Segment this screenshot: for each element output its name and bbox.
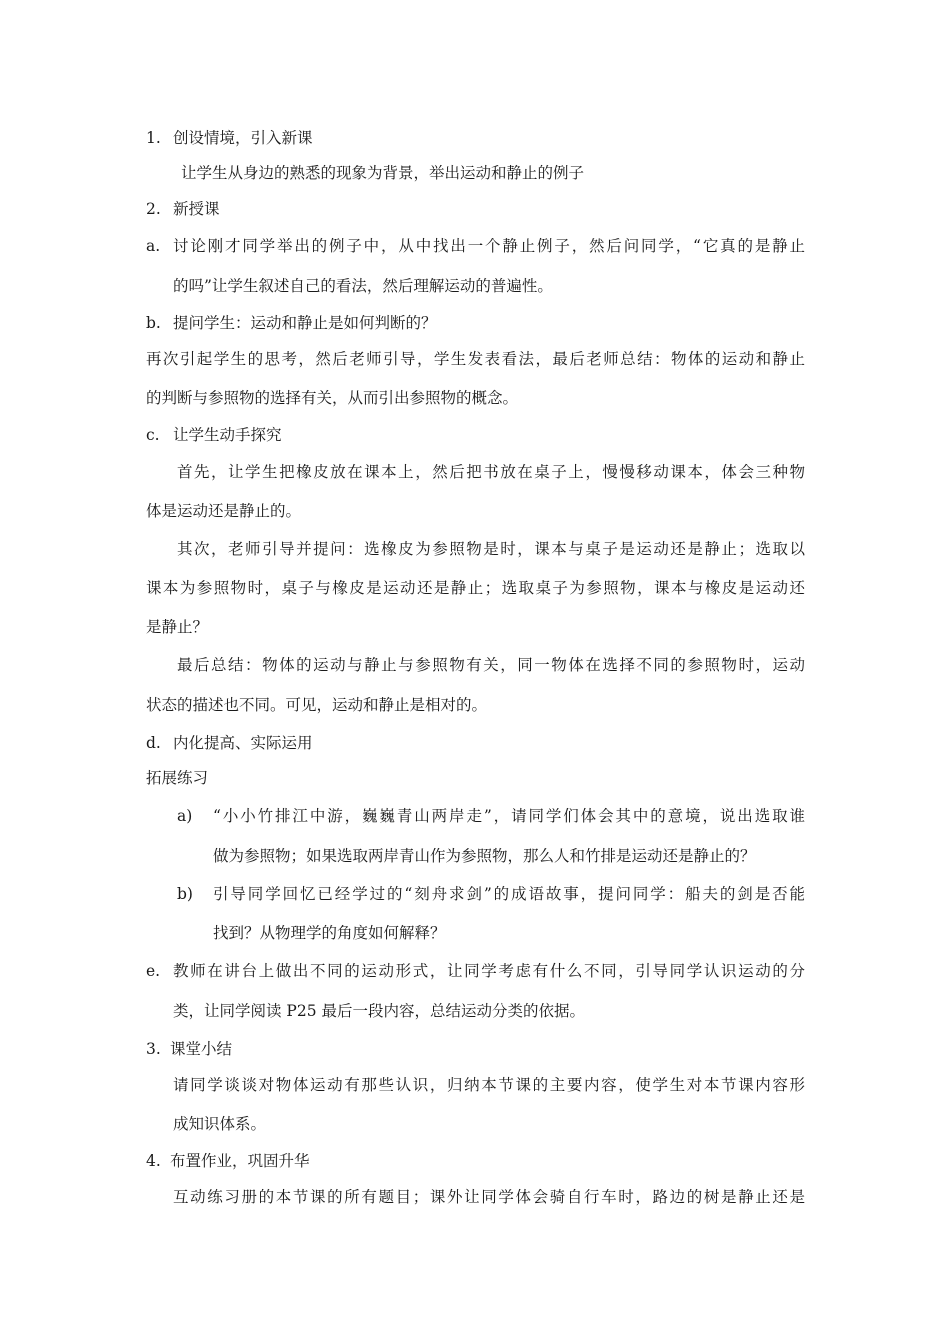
exercise-b-line-2: 找到？从物理学的角度如何解释？ <box>213 924 446 942</box>
item-c-p3-line-1: 最后总结：物体的运动与静止与参照物有关，同一物体在选择不同的参照物时，运动 <box>177 656 805 674</box>
section-1-body: 让学生从身边的熟悉的现象为背景，举出运动和静止的例子 <box>181 164 585 182</box>
item-c-marker: c. <box>146 426 160 444</box>
section-4-title: 布置作业，巩固升华 <box>170 1152 310 1170</box>
item-d-marker: d. <box>146 734 161 752</box>
item-e-marker: e. <box>146 962 161 980</box>
section-3-title: 课堂小结 <box>170 1040 233 1058</box>
item-c-title: 让学生动手探究 <box>173 426 282 444</box>
item-b-line-2: 的判断与参照物的选择有关，从而引出参照物的概念。 <box>146 389 519 407</box>
section-1-title: 创设情境，引入新课 <box>173 129 313 147</box>
item-b-line-1: 再次引起学生的思考，然后老师引导，学生发表看法，最后老师总结：物体的运动和静止 <box>146 350 805 368</box>
section-3-line-2: 成知识体系。 <box>173 1115 267 1133</box>
exercise-b-line-1: 引导同学回忆已经学过的“刻舟求剑”的成语故事，提问同学：船夫的剑是否能 <box>213 885 805 903</box>
section-1-number: 1. <box>146 129 161 147</box>
section-4-number: 4. <box>146 1152 161 1170</box>
section-2-title: 新授课 <box>173 200 220 218</box>
item-b-marker: b. <box>146 314 161 332</box>
section-3-number: 3. <box>146 1040 161 1058</box>
exercise-b-marker: b) <box>177 885 193 903</box>
item-c-p1-line-1: 首先，让学生把橡皮放在课本上，然后把书放在桌子上，慢慢移动课本，体会三种物 <box>177 463 805 481</box>
item-a-marker: a. <box>146 237 161 255</box>
item-c-p2-line-1: 其次，老师引导并提问：选橡皮为参照物是时，课本与桌子是运动还是静止；选取以 <box>177 540 805 558</box>
item-e-line-1: 教师在讲台上做出不同的运动形式，让同学考虑有什么不同，引导同学认识运动的分 <box>173 962 805 980</box>
item-c-p3-line-2: 状态的描述也不同。可见，运动和静止是相对的。 <box>146 696 488 714</box>
item-d-title: 内化提高、实际运用 <box>173 734 313 752</box>
section-2-number: 2. <box>146 200 161 218</box>
item-a-line-2: 的吗”让学生叙述自己的看法，然后理解运动的普遍性。 <box>173 277 553 295</box>
section-3-line-1: 请同学谈谈对物体运动有那些认识，归纳本节课的主要内容，使学生对本节课内容形 <box>173 1076 805 1094</box>
item-c-p2-line-2: 课本为参照物时，桌子与橡皮是运动还是静止；选取桌子为参照物，课本与橡皮是运动还 <box>146 579 805 597</box>
item-c-p1-line-2: 体是运动还是静止的。 <box>146 502 302 520</box>
exercise-a-line-2: 做为参照物；如果选取两岸青山作为参照物，那么人和竹排是运动还是静止的？ <box>213 847 756 865</box>
section-4-line-1: 互动练习册的本节课的所有题目；课外让同学体会骑自行车时，路边的树是静止还是 <box>173 1188 805 1206</box>
exercise-a-marker: a) <box>177 807 193 825</box>
item-c-p2-line-3: 是静止？ <box>146 618 209 636</box>
item-b-title: 提问学生：运动和静止是如何判断的？ <box>173 314 437 332</box>
item-e-line-2: 类，让同学阅读 P25 最后一段内容，总结运动分类的依据。 <box>173 1002 586 1020</box>
item-d-subtitle: 拓展练习 <box>146 769 209 787</box>
item-a-line-1: 讨论刚才同学举出的例子中，从中找出一个静止例子，然后问同学，“它真的是静止 <box>173 237 805 255</box>
exercise-a-line-1: “小小竹排江中游，巍巍青山两岸走”，请同学们体会其中的意境，说出选取谁 <box>213 807 805 825</box>
